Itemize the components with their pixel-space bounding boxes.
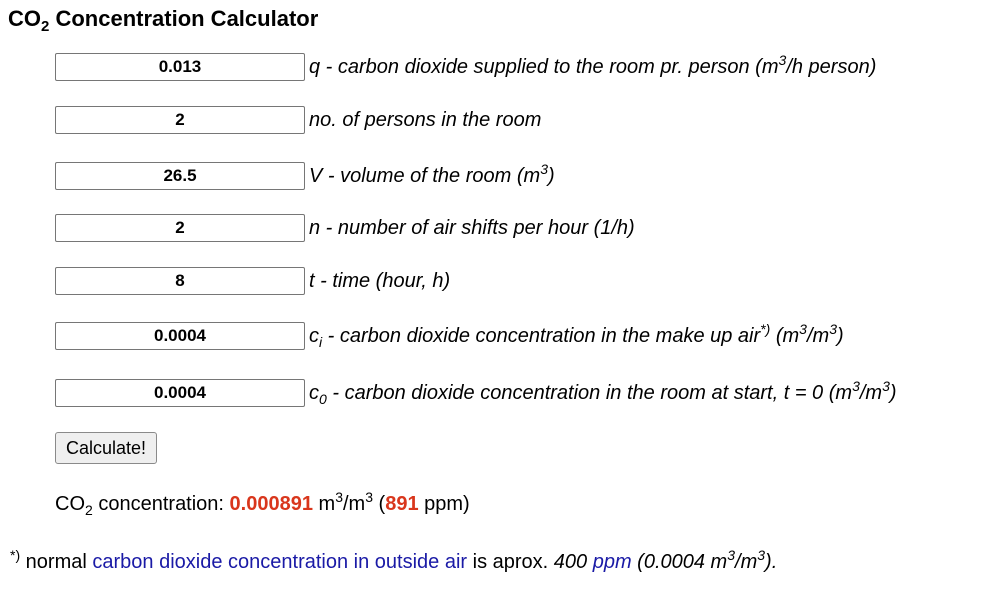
- volume-input[interactable]: [55, 162, 305, 190]
- c0-input[interactable]: [55, 379, 305, 407]
- c0-label: $c_0$ - carbon dioxide concentration in the room at start, t = 0 $(m^3/m^3)$: [309, 377, 897, 407]
- input-row-c0: [55, 379, 897, 407]
- persons-input[interactable]: [55, 106, 305, 134]
- ci-label: $c_i$ - carbon dioxide concentration in the make up air*) $(m^3/m^3)$: [309, 320, 844, 350]
- q-label: q - carbon dioxide supplied to the room pr. person ($m^3/h$ person): [309, 51, 877, 78]
- input-row-volume: [55, 162, 555, 190]
- result-ppm-value: 891: [385, 493, 419, 515]
- ppm-link[interactable]: ppm: [592, 551, 632, 573]
- input-row-ci: [55, 322, 844, 350]
- input-row-air-shifts: [55, 214, 635, 242]
- q-input[interactable]: [55, 53, 305, 81]
- input-row-persons: [55, 106, 541, 134]
- time-label: t - time (hour, h): [309, 269, 451, 292]
- calculate-button[interactable]: Calculate!: [55, 432, 157, 464]
- volume-label: V - volume of the room $(m^3)$: [309, 160, 555, 187]
- footnote-marker: *): [760, 320, 771, 337]
- air-shifts-label: n - number of air shifts per hour (1/h): [309, 216, 635, 239]
- footnote: *) normal carbon dioxide concentration in outside air is aprox. 400 ppm (0.0004 $m^3/m^3$).: [10, 547, 778, 573]
- input-row-q: [55, 53, 876, 81]
- time-input[interactable]: [55, 267, 305, 295]
- result-value: 0.000891: [229, 493, 313, 515]
- ci-input[interactable]: [55, 322, 305, 350]
- input-row-time: [55, 267, 450, 295]
- result-line: $CO_2$ concentration: 0.000891 $m^3/m^3$ (891 ppm): [55, 489, 470, 518]
- page-title: $CO_2$ Concentration Calculator: [8, 6, 319, 35]
- co2-outside-air-link[interactable]: carbon dioxide concentration in outside air: [92, 551, 468, 573]
- persons-label: no. of persons in the room: [309, 108, 542, 131]
- air-shifts-input[interactable]: [55, 214, 305, 242]
